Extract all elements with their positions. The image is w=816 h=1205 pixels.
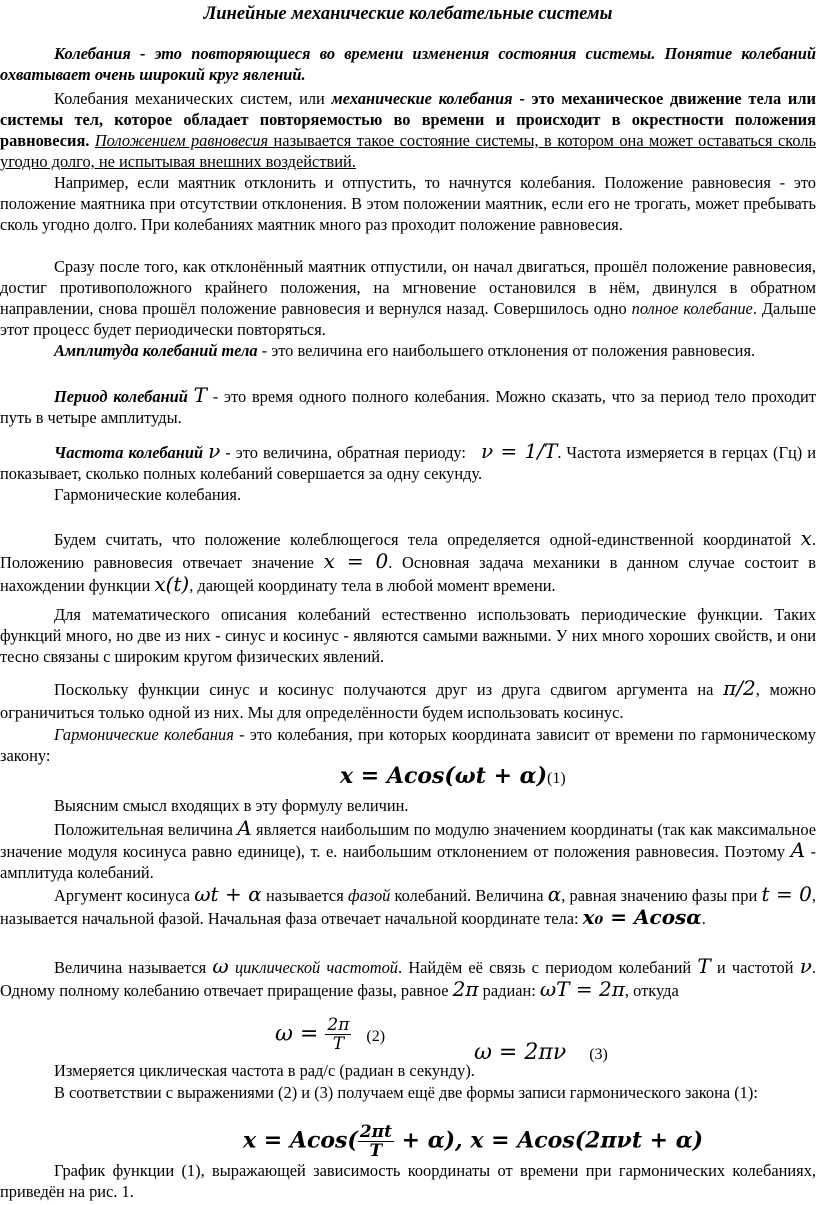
formula-two-forms: x = Acos( $\frac{2\pi t}{T}$ + α), x = Acos(2πνt + α) bbox=[243, 1122, 704, 1161]
formula-pi-over-2: π/2 bbox=[723, 676, 756, 700]
formula-omega-T: ωT = 2π bbox=[539, 977, 625, 1001]
section-heading-harmonic: Гармонические колебания. bbox=[54, 485, 242, 504]
term-oscillations: Колебания bbox=[54, 44, 131, 63]
formula-harmonic-law: x = Acos(ωt + α)(1) bbox=[340, 763, 566, 789]
paragraph-graph: График функции (1), выражающей зависимость координаты от времени при гармонических колебаниях, приведён на рис. 1. bbox=[0, 1161, 816, 1201]
symbol-alpha: α bbox=[547, 882, 562, 906]
paragraph-coordinate: Будем считать, что положение колеблющегося тела определяется одной-единственной координатой x. Положению равновесия отвечает значение x = 0. Основная задача механики в данном случае состоит в нахождении функции x(t), дающей координату тела в любой момент времени. bbox=[0, 526, 816, 596]
symbol-omega: ω bbox=[212, 954, 229, 978]
page-title: Линейные механические колебательные системы bbox=[203, 4, 613, 24]
formula-t-equals-0: t = 0 bbox=[761, 882, 812, 906]
formula-x-of-t: x(t) bbox=[154, 572, 190, 596]
symbol-x: x bbox=[800, 526, 812, 550]
paragraph-full-oscillation: Сразу после того, как отклонённый маятник отпустили, он начал двигаться, прошёл положение равновесия, достиг противоположного крайнего положения, на мгновение остановился в нём, двинулся в обратном направлении, снова прошёл положение равновесия и вернулся назад. Совершилось одно полное колебание. Дальше этот процесс будет периодически повторяться. bbox=[0, 257, 816, 339]
paragraph-two-forms: В соответствии с выражениями (2) и (3) получаем ещё две формы записи гармонического закона (1): bbox=[54, 1083, 758, 1102]
formula-2pi: 2π bbox=[452, 977, 479, 1001]
formula-label-3: (3) bbox=[589, 1046, 608, 1063]
formula-phase-arg: ωt + α bbox=[194, 882, 262, 906]
paragraph-harmonic-definition: Гармонические колебания - это колебания, при которых координата зависит от времени по гармоническому закону: bbox=[0, 725, 816, 765]
symbol-nu-2: ν bbox=[799, 954, 812, 978]
formula-x-equals-0: x = 0 bbox=[323, 549, 389, 573]
symbol-A-2: A bbox=[790, 838, 806, 862]
paragraph-pendulum-example: Например, если маятник отклонить и отпустить, то начнутся колебания. Положение равновесия - это положение маятника при отсутствии отклонения. В этом положении маятник, если его не трогать, может пребывать сколь угодно долго. При колебаниях маятник много раз проходит положение равновесия. bbox=[0, 173, 816, 234]
paragraph-cyclic-frequency: Величина называется ω циклической частотой. Найдём её связь с периодом колебаний T и частотой ν. Одному полному колебанию отвечает приращение фазы, равное 2π радиан: ωT = 2π, откуда bbox=[0, 954, 816, 1001]
formula-nu-1-over-T: ν = 1/T bbox=[481, 439, 558, 463]
symbol-T-2: T bbox=[697, 954, 711, 978]
paragraph-amplitude: Амплитуда колебаний тела - это величина его наибольшего отклонения от положения равновесия. bbox=[54, 341, 756, 360]
symbol-A: A bbox=[237, 816, 252, 840]
paragraph-amplitude-meaning: Положительная величина A является наибольшим по модулю значением координаты (так как максимальное значение модуля косинуса равно единице), т. е. наибольшим отклонением от положения равновесия. Поэтому A - амплитуда колебаний. bbox=[0, 816, 816, 882]
paragraph-frequency: Частота колебаний ν - это величина, обратная периоду: ν = 1/T. Частота измеряется в герцах (Гц) и показывает, сколько полных колебаний совершается за одну секунду. bbox=[0, 439, 816, 483]
formula-omega-2pi-nu: ω = 2πν (3) bbox=[474, 1040, 608, 1065]
paragraph-phase: Аргумент косинуса ωt + α называется фазой колебаний. Величина α, равная значению фазы при t = 0, называется начальной фазой. Начальная фаза отвечает начальной координате тела: x₀ = Acosα. bbox=[0, 882, 816, 929]
paragraph-definition: Колебания - это повторяющиеся во времени изменения состояния системы. Понятие колебаний охватывает очень широкий круг явлений. bbox=[0, 44, 816, 84]
symbol-nu: ν bbox=[208, 439, 221, 463]
symbol-T: T bbox=[193, 383, 207, 407]
paragraph-mechanical-oscillations: Колебания механических систем, или механические колебания - это механическое движение тела или системы тел, которое обладает повторяемостью во времени и происходит в окрестности положения равновесия. Положением равновесия называется такое состояние системы, в котором она может оставаться сколь угодно долго, не испытывая внешних воздействий. bbox=[0, 89, 816, 171]
paragraph-period: Период колебаний T - это время одного полного колебания. Можно сказать, что за период тело проходит путь в четыре амплитуды. bbox=[0, 383, 816, 427]
formula-omega-2pi-over-T: ω = $\frac{2\pi}{T}$ (2) bbox=[275, 1015, 386, 1054]
formula-label-1: (1) bbox=[547, 770, 566, 787]
formula-label-2: (2) bbox=[366, 1027, 386, 1045]
formula-x0: x₀ = Acosα bbox=[582, 905, 702, 929]
paragraph-meaning: Выясним смысл входящих в эту формулу величин. bbox=[54, 796, 409, 815]
paragraph-units: Измеряется циклическая частота в рад/с (радиан в секунду). bbox=[54, 1061, 475, 1080]
paragraph-periodic-functions: Для математического описания колебаний естественно использовать периодические функции. Таких функций много, но две из них - синус и косинус - являются самыми важными. У них много хороших свойств, и они тесно связаны с широким кругом физических явлений. bbox=[0, 605, 816, 666]
paragraph-cosine: Поскольку функции синус и косинус получаются друг из друга сдвигом аргумента на π/2, можно ограничиться только одной из них. Мы для определённости будем использовать косинус. bbox=[0, 676, 816, 722]
